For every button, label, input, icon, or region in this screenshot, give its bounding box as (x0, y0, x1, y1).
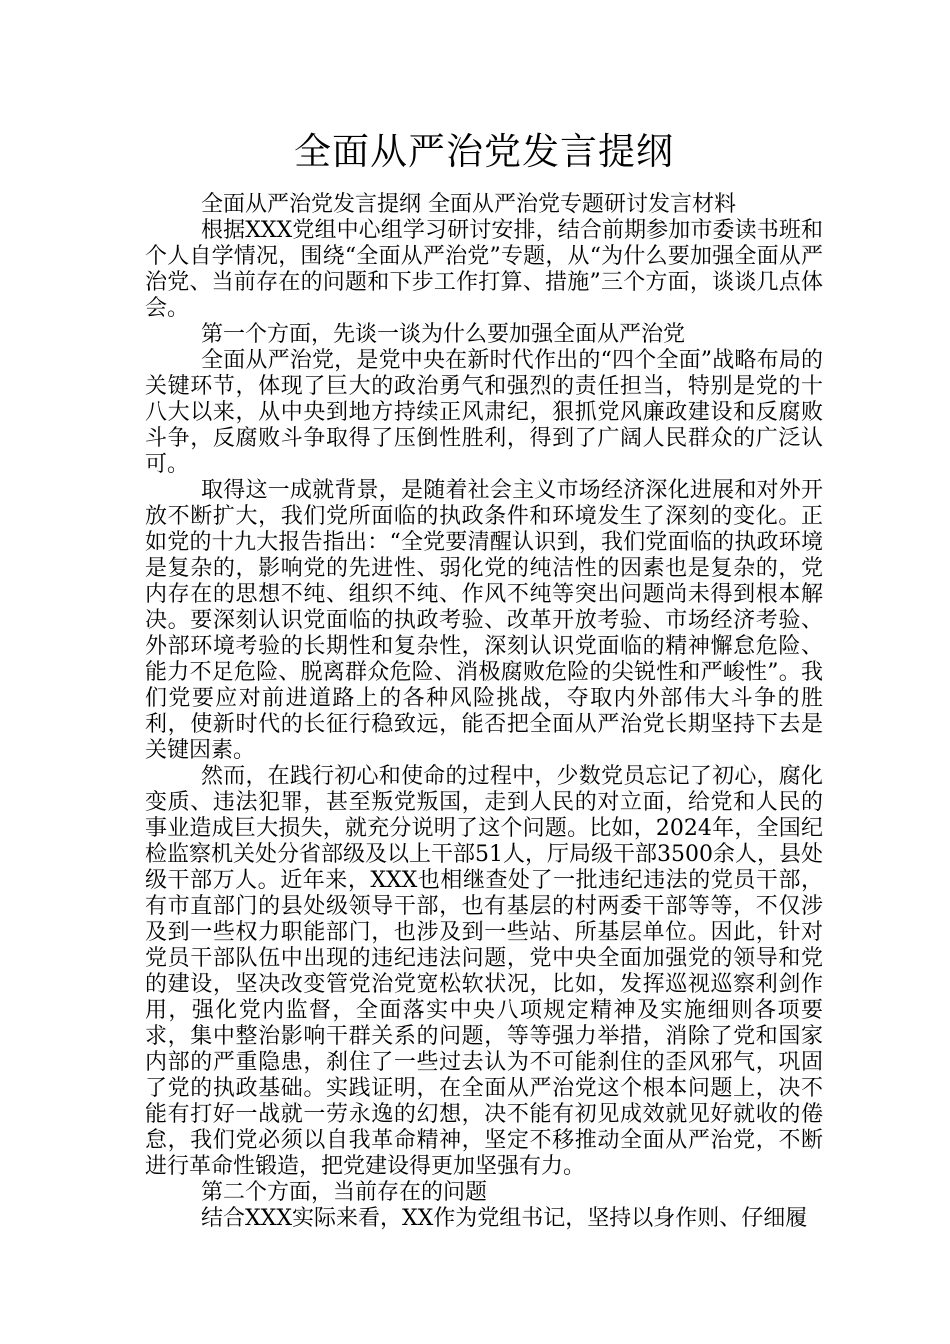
paragraph-body: 然而，在践行初心和使命的过程中，少数党员忘记了初心，腐化变质、违法犯罪，甚至叛党叛国，走到人民的对立面，给党和人民的事业造成巨大损失，就充分说明了这个问题。比如，2024年，全国纪检监察机关处分省部级及以上干部51人，厅局级干部3500余人，县处级干部万人。近年来，XXX也相继查处了一批违纪违法的党员干部，有市直部门的县处级领导干部，也有基层的村两委干部等等，不仅涉及到一些权力职能部门，也涉及到一些站、所基层单位。因此，针对党员干部队伍中出现的违纪违法问题，党中央全面加强党的领导和党的建设，坚决改变管党治党宽松软状况，比如，发挥巡视巡察利剑作用，强化党内监督，全面落实中央八项规定精神及实施细则各项要求，集中整治影响干群关系的问题，等等强力举措，消除了党和国家内部的严重隐患，刹住了一些过去认为不可能刹住的歪风邪气，巩固了党的执政基础。实践证明，在全面从严治党这个根本问题上，决不能有打好一战就一劳永逸的幻想，决不能有初见成效就见好就收的倦怠，我们党必须以自我革命精神，坚定不移推动全面从严治党，不断进行革命性锻造，把党建设得更加坚强有力。 (145, 764, 823, 1179)
paragraph-body: 全面从严治党，是党中央在新时代作出的“四个全面”战略布局的关键环节，体现了巨大的政治勇气和强烈的责任担当，特别是党的十八大以来，从中央到地方持续正风肃纪，狠抓党风廉政建设和反腐败斗争，反腐败斗争取得了压倒性胜利，得到了广阔人民群众的广泛认可。 (145, 348, 823, 477)
paragraph-intro: 根据XXX党组中心组学习研讨安排，结合前期参加市委读书班和个人自学情况，围绕“全面从严治党”专题，从“为什么要加强全面从严治党、当前存在的问题和下步工作打算、措施”三个方面，谈谈几点体会。 (145, 218, 823, 321)
paragraph-subtitle: 全面从严治党发言提纲 全面从严治党专题研讨发言材料 (201, 192, 736, 217)
document-page (145, 0, 823, 1232)
section-heading-1: 第一个方面，先谈一谈为什么要加强全面从严治党 (201, 322, 686, 347)
document-title: 全面从严治党发言提纲 (294, 130, 674, 173)
section-heading-2: 第二个方面，当前存在的问题 (201, 1180, 488, 1205)
paragraph-body: 取得这一成就背景，是随着社会主义市场经济深化进展和对外开放不断扩大，我们党所面临的执政条件和环境发生了深刻的变化。正如党的十九大报告指出：“全党要清醒认识到，我们党面临的执政环境是复杂的，影响党的先进性、弱化党的纯洁性的因素也是复杂的，党内存在的思想不纯、组织不纯、作风不纯等突出问题尚未得到根本解决。要深刻认识党面临的执政考验、改革开放考验、市场经济考验、外部环境考验的长期性和复杂性，深刻认识党面临的精神懈怠危险、能力不足危险、脱离群众危险、消极腐败危险的尖锐性和严峻性”。我们党要应对前进道路上的各种风险挑战，夺取内外部伟大斗争的胜利，使新时代的长征行稳致远，能否把全面从严治党长期坚持下去是关键因素。 (145, 478, 823, 763)
paragraph-body: 结合XXX实际来看，XX作为党组书记，坚持以身作则、仔细履 (201, 1206, 808, 1231)
document-body (145, 192, 823, 1232)
